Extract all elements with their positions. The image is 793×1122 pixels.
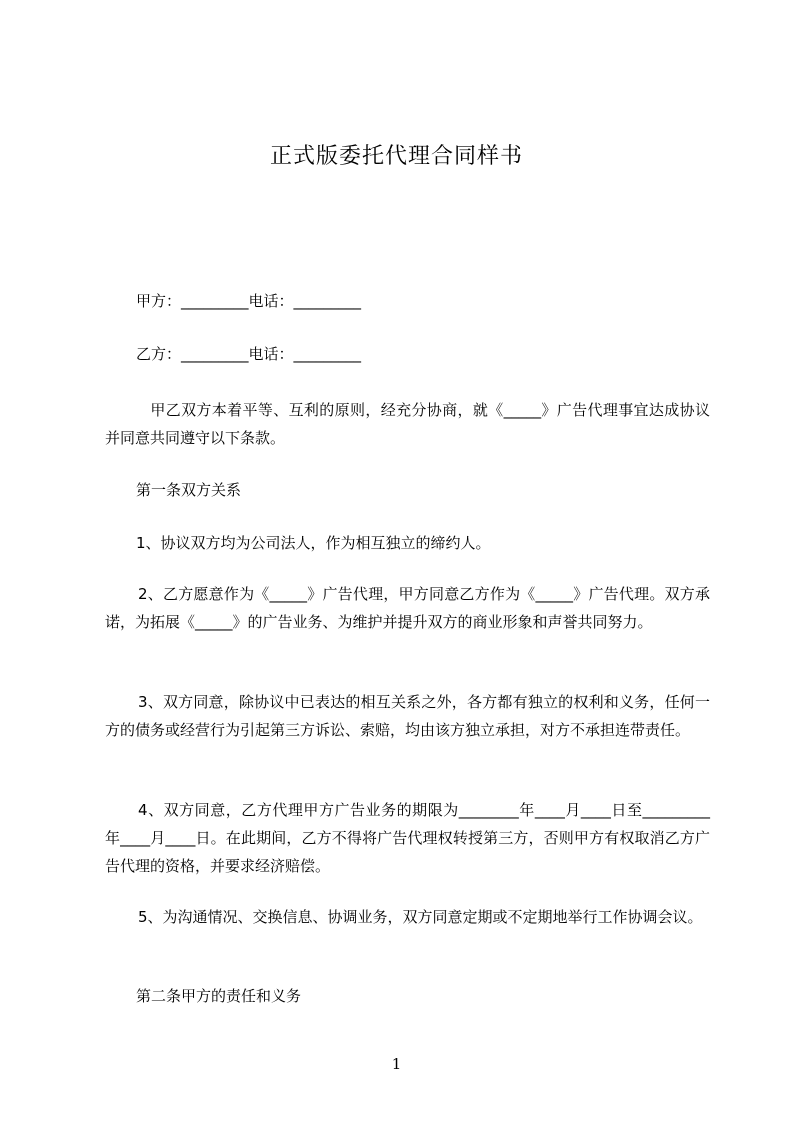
clause-5-paragraph (105, 903, 710, 931)
clause-1: 1、协议双方均为公司法人，作为相互独立的缔约人。 (136, 534, 491, 552)
intro-text: 甲乙双方本着平等、互利的原则，经充分协商，就《_____》广告代理事宜达成协议并同意共同遵守以下条款。 (105, 401, 710, 447)
clause-4-text: 4、双方同意，乙方代理甲方广告业务的期限为________年____月____日至_________年____月____日。在此期间，乙方不得将广告代理权转授第三方，否则甲方有权取消乙方广告代理的资格，并要求经济赔偿。 (105, 801, 710, 875)
party-b-line: 乙方：_________电话：_________ (136, 345, 362, 363)
intro-paragraph (105, 396, 710, 452)
clause-5-text: 5、为沟通情况、交换信息、协调业务，双方同意定期或不定期地举行工作协调会议。 (138, 908, 703, 926)
clause-3-paragraph (105, 688, 710, 744)
clause-4-paragraph (105, 796, 710, 880)
article-1-heading: 第一条双方关系 (136, 481, 242, 499)
document-title: 正式版委托代理合同样书 (269, 144, 523, 169)
party-a-line: 甲方：_________电话：_________ (136, 292, 362, 310)
clause-3-text: 3、双方同意，除协议中已表达的相互关系之外，各方都有独立的权利和义务，任何一方的债务或经营行为引起第三方诉讼、索赔，均由该方独立承担，对方不承担连带责任。 (105, 693, 710, 739)
clause-2-text: 2、乙方愿意作为《_____》广告代理，甲方同意乙方作为《_____》广告代理。双方承诺，为拓展《_____》的广告业务、为维护并提升双方的商业形象和声誉共同努力。 (105, 585, 710, 631)
clause-2-paragraph (105, 580, 710, 636)
article-2-heading: 第二条甲方的责任和义务 (136, 987, 302, 1005)
page-number: 1 (391, 1055, 402, 1073)
